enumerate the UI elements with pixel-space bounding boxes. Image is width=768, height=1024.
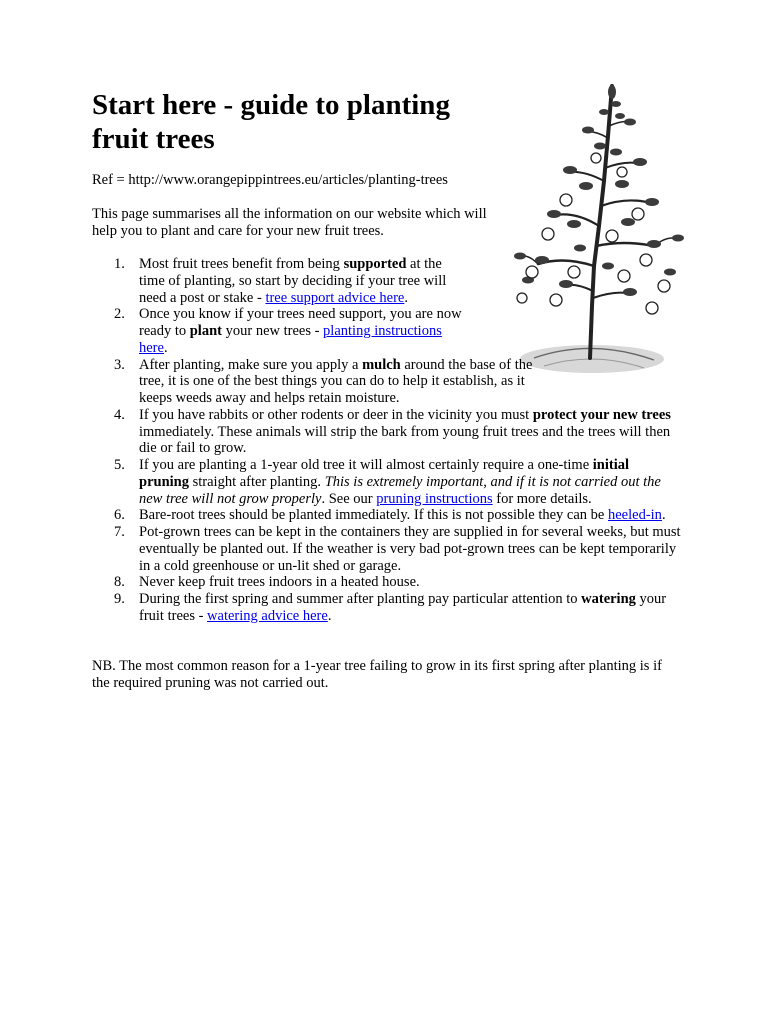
list-item: 9. During the first spring and summer after planting pay particular attention to watering your fruit trees - watering advice here.: [114, 591, 667, 624]
list-item: 7. Pot-grown trees can be kept in the containers they are supplied in for several weeks, but must eventually be planted out. If the weather is very bad pot-grown trees can be kept temporarily in a cold greenhouse or un-lit shed or garage.: [114, 524, 681, 574]
tree-support-link[interactable]: tree support advice here: [265, 289, 405, 306]
intro-paragraph: This page summarises all the information on our website which will help you to plant and care for your new fruit trees.: [92, 206, 487, 239]
note-paragraph: NB. The most common reason for a 1-year tree failing to grow in its first spring after planting is if the required pruning was not carried out.: [92, 658, 662, 691]
planting-steps-list: [92, 256, 682, 625]
page-title: Start here - guide to planting fruit trees: [92, 89, 450, 155]
reference-url: Ref = http://www.orangepippintrees.eu/articles/planting-trees: [92, 172, 448, 188]
list-item: 1. Most fruit trees benefit from being supported at the time of planting, so start by deciding if your tree will need a post or stake - tree support advice here.: [114, 256, 447, 306]
list-item: 2. Once you know if your trees need support, you are now ready to plant your new trees - planting instructions here.: [114, 306, 462, 356]
list-item: 3. After planting, make sure you apply a mulch around the base of the tree, it is one of the best things you can do to help it establish, as it keeps weeds away and helps retain moisture.: [114, 356, 533, 406]
watering-advice-link[interactable]: watering advice here: [207, 607, 328, 624]
list-item: 6. Bare-root trees should be planted immediately. If this is not possible they can be heeled-in.: [114, 507, 666, 524]
planting-instructions-link[interactable]: planting instructions here: [139, 323, 442, 356]
list-item: 8. Never keep fruit trees indoors in a heated house.: [114, 574, 420, 591]
heeled-in-link[interactable]: heeled-in: [607, 507, 662, 524]
list-item: 5. If you are planting a 1-year old tree it will almost certainly require a one-time initial pruning straight after planting. This is extremely important, and if it is not carried out the new tree will not grow properly. See our pruning instructions for more details.: [114, 457, 661, 507]
pruning-instructions-link[interactable]: pruning instructions: [376, 490, 493, 507]
list-item: 4. If you have rabbits or other rodents or deer in the vicinity you must protect your new trees immediately. These animals will strip the bark from young fruit trees and the trees will then die or fail to grow.: [114, 406, 671, 457]
